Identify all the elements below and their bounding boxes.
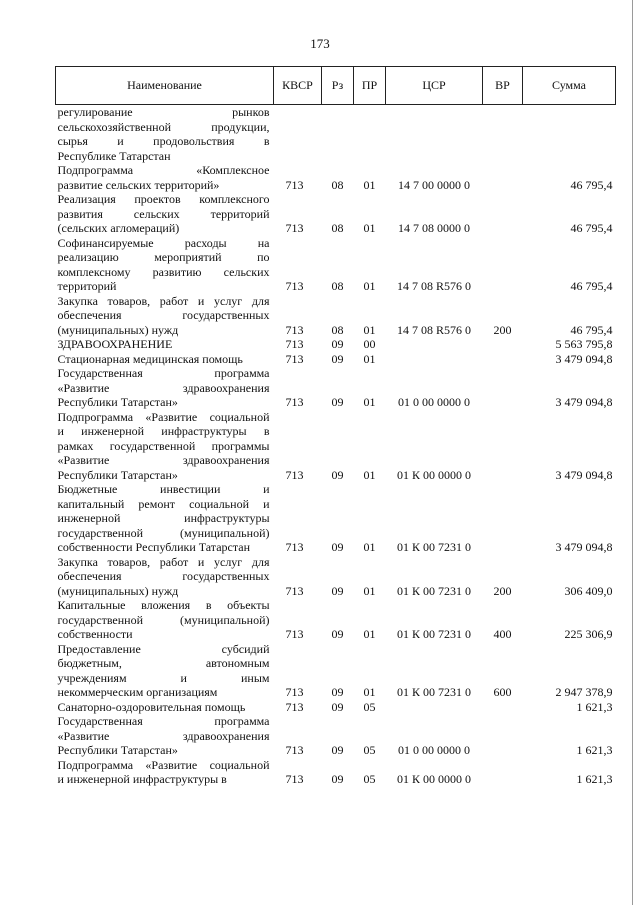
table-row: [56, 700, 616, 715]
cell-pr: 01: [363, 351, 376, 366]
row-name-line: обеспечения государственных: [57, 569, 270, 583]
row-name-line: Санаторно-оздоровительная помощь: [57, 699, 246, 714]
cell-pr: 00: [363, 337, 376, 351]
cell-rz: 09: [331, 337, 344, 351]
cell-vr: [483, 163, 523, 192]
row-name-line: Предоставление субсидий: [57, 641, 270, 656]
row-name-line: Софинансируемые расходы на: [57, 235, 270, 250]
cell-vr: [483, 410, 523, 483]
row-name-line: территорий: [57, 279, 117, 293]
row-name-line: сырья и продовольствия в: [57, 134, 270, 148]
row-name: [56, 598, 274, 642]
table-row: [56, 366, 616, 410]
table-row: [56, 105, 616, 164]
cell-kvsr: 713: [285, 337, 304, 351]
cell-rz: 08: [331, 221, 344, 235]
cell-pr: 01: [363, 177, 376, 192]
row-name: [56, 700, 274, 715]
row-name-line: сельскохозяйственной продукции,: [57, 119, 270, 134]
cell-kvsr: 713: [285, 322, 304, 337]
cell-pr: 01: [363, 467, 376, 482]
cell-kvsr: 713: [285, 685, 304, 699]
table-row: [56, 352, 616, 367]
row-name-line: (муниципальных) нужд: [57, 322, 179, 337]
cell-pr: 01: [363, 221, 376, 235]
table-row: [56, 482, 616, 555]
cell-csr: 01 К 00 7231 0: [396, 685, 471, 699]
cell-csr: 14 7 00 0000 0: [398, 177, 470, 192]
cell-rz: 09: [331, 743, 344, 757]
cell-kvsr: 713: [285, 351, 304, 366]
table-row: [56, 410, 616, 483]
header-sum: Сумма: [523, 67, 616, 105]
header-pr: ПР: [354, 67, 386, 105]
cell-kvsr: 713: [285, 177, 304, 192]
cell-rz: 09: [331, 685, 344, 699]
cell-kvsr: 713: [285, 772, 304, 786]
cell-rz: 08: [331, 177, 344, 192]
table-row: [56, 236, 616, 294]
cell-csr: [386, 105, 483, 164]
cell-vr: [483, 714, 523, 758]
cell-sum: 3 479 094,8: [555, 395, 613, 409]
row-name-line: Подпрограмма «Комплексное: [57, 163, 270, 177]
cell-csr: 14 7 08 R576 0: [396, 322, 471, 337]
row-name: [56, 163, 274, 192]
cell-pr: 01: [363, 540, 376, 554]
cell-kvsr: [274, 105, 322, 164]
cell-vr: [483, 236, 523, 294]
cell-vr: [483, 352, 523, 367]
table-row: [56, 758, 616, 787]
row-name-line: Закупка товаров, работ и услуг для: [57, 293, 270, 308]
row-name-line: (муниципальных) нужд: [57, 583, 179, 598]
row-name-line: капитальный ремонт социальной и: [57, 496, 270, 511]
row-name: [56, 192, 274, 236]
cell-vr: [483, 482, 523, 555]
row-name-line: «Развитие здравоохранения: [57, 380, 270, 395]
row-name-line: регулирование рынков: [57, 105, 270, 119]
row-name-line: Республики Татарстан»: [57, 395, 178, 409]
cell-sum: 3 479 094,8: [555, 351, 613, 366]
row-name: [56, 236, 274, 294]
row-name-line: комплексному развитию сельских: [57, 264, 270, 279]
row-name-line: Реализация проектов комплексного: [57, 192, 270, 206]
row-name: [56, 337, 274, 352]
cell-vr: 200: [493, 322, 512, 337]
cell-vr: 400: [493, 627, 512, 641]
cell-csr: 01 0 00 0000 0: [398, 395, 470, 409]
cell-pr: 01: [363, 627, 376, 641]
cell-sum: 46 795,4: [570, 177, 613, 192]
row-name-line: обеспечения государственных: [57, 308, 270, 322]
row-name-line: собственности: [57, 627, 133, 641]
row-name: [56, 714, 274, 758]
table-row: [56, 555, 616, 599]
cell-sum: 5 563 795,8: [555, 337, 613, 351]
cell-csr: 14 7 08 R576 0: [396, 279, 471, 293]
row-name-line: Государственная программа: [57, 714, 270, 728]
header-rz: Рз: [322, 67, 354, 105]
row-name-line: рамках государственной программы: [57, 438, 270, 453]
row-name-line: «Развитие здравоохранения: [57, 728, 270, 743]
row-name-line: реализацию мероприятий по: [57, 250, 270, 264]
table-row: [56, 337, 616, 352]
cell-vr: [483, 758, 523, 787]
cell-vr: 200: [493, 583, 512, 598]
row-name-line: Государственная программа: [57, 366, 270, 380]
cell-csr: [386, 337, 483, 352]
page-number: 173: [310, 36, 330, 51]
row-name-line: ЗДРАВООХРАНЕНИЕ: [57, 337, 173, 351]
header-csr: ЦСР: [386, 67, 483, 105]
cell-csr: 01 К 00 0000 0: [396, 772, 471, 786]
row-name-line: собственности Республики Татарстан: [57, 540, 250, 554]
table-row: [56, 163, 616, 192]
table-body: [56, 105, 616, 787]
row-name-line: и инженерной инфраструктуры в: [57, 772, 227, 786]
cell-rz: 09: [331, 699, 344, 714]
cell-csr: 14 7 08 0000 0: [398, 221, 470, 235]
cell-sum: 1 621,3: [576, 772, 613, 786]
cell-sum: 3 479 094,8: [555, 467, 613, 482]
cell-sum: [523, 105, 616, 164]
cell-rz: 08: [331, 322, 344, 337]
cell-sum: 46 795,4: [570, 322, 613, 337]
row-name-line: Подпрограмма «Развитие социальной: [57, 757, 270, 772]
row-name: [56, 482, 274, 555]
row-name-line: Бюджетные инвестиции и: [57, 482, 270, 496]
row-name-line: Республики Татарстан»: [57, 467, 178, 482]
cell-pr: 05: [363, 772, 376, 786]
cell-rz: [322, 105, 354, 164]
cell-vr: [483, 105, 523, 164]
cell-sum: 46 795,4: [570, 221, 613, 235]
cell-rz: 09: [331, 772, 344, 786]
row-name: [56, 758, 274, 787]
table-row: [56, 642, 616, 700]
row-name-line: некоммерческим организациям: [57, 685, 218, 699]
row-name: [56, 555, 274, 599]
cell-csr: [386, 700, 483, 715]
cell-kvsr: 713: [285, 467, 304, 482]
cell-kvsr: 713: [285, 221, 304, 235]
cell-kvsr: 713: [285, 583, 304, 598]
cell-vr: [483, 366, 523, 410]
cell-rz: 09: [331, 627, 344, 641]
cell-pr: [354, 105, 386, 164]
row-name-line: Закупка товаров, работ и услуг для: [57, 554, 270, 569]
header-name: Наименование: [56, 67, 274, 105]
cell-csr: 01 0 00 0000 0: [398, 743, 470, 757]
cell-rz: 09: [331, 583, 344, 598]
header-vr: ВР: [483, 67, 523, 105]
cell-sum: 1 621,3: [576, 699, 613, 714]
row-name-line: развитие сельских территорий»: [57, 177, 220, 192]
cell-csr: 01 К 00 0000 0: [396, 467, 471, 482]
cell-kvsr: 713: [285, 540, 304, 554]
row-name-line: государственной (муниципальной): [57, 612, 270, 627]
row-name-line: и инженерной инфраструктуры в: [57, 424, 270, 438]
cell-vr: [483, 700, 523, 715]
row-name-line: государственной (муниципальной): [57, 525, 270, 540]
header-kvsr: КВСР: [274, 67, 322, 105]
cell-sum: 225 306,9: [564, 627, 613, 641]
cell-sum: 306 409,0: [564, 583, 613, 598]
cell-vr: [483, 337, 523, 352]
cell-pr: 01: [363, 395, 376, 409]
cell-csr: 01 К 00 7231 0: [396, 583, 471, 598]
cell-pr: 01: [363, 279, 376, 293]
row-name-line: учреждениям и иным: [57, 670, 270, 685]
cell-kvsr: 713: [285, 743, 304, 757]
cell-pr: 05: [363, 743, 376, 757]
cell-rz: 09: [331, 395, 344, 409]
cell-rz: 09: [331, 351, 344, 366]
cell-vr: 600: [493, 685, 512, 699]
cell-sum: 3 479 094,8: [555, 540, 613, 554]
budget-table: [55, 66, 616, 787]
row-name-line: Подпрограмма «Развитие социальной: [57, 409, 270, 424]
row-name-line: Республики Татарстан»: [57, 743, 178, 757]
row-name-line: Республике Татарстан: [57, 148, 171, 163]
cell-sum: 2 947 378,9: [555, 685, 613, 699]
cell-pr: 01: [363, 583, 376, 598]
row-name-line: (сельских агломераций): [57, 221, 180, 235]
row-name-line: инженерной инфраструктуры: [57, 511, 270, 525]
cell-kvsr: 713: [285, 627, 304, 641]
cell-pr: 05: [363, 699, 376, 714]
row-name: [56, 366, 274, 410]
row-name-line: Капитальные вложения в объекты: [57, 598, 270, 612]
row-name: [56, 410, 274, 483]
cell-pr: 01: [363, 322, 376, 337]
cell-vr: [483, 192, 523, 236]
table-row: [56, 714, 616, 758]
row-name: [56, 352, 274, 367]
row-name-line: развития сельских территорий: [57, 206, 270, 221]
table-row: [56, 192, 616, 236]
row-name-line: «Развитие здравоохранения: [57, 453, 270, 467]
row-name: [56, 105, 274, 164]
table-header-row: [56, 67, 616, 105]
table-row: [56, 598, 616, 642]
cell-kvsr: 713: [285, 395, 304, 409]
cell-kvsr: 713: [285, 279, 304, 293]
cell-rz: 09: [331, 540, 344, 554]
row-name: [56, 294, 274, 338]
page-edge-line: [632, 0, 633, 905]
row-name-line: Стационарная медицинская помощь: [57, 351, 243, 366]
cell-csr: 01 К 00 7231 0: [396, 627, 471, 641]
row-name-line: бюджетным, автономным: [57, 656, 270, 670]
cell-rz: 08: [331, 279, 344, 293]
cell-csr: 01 К 00 7231 0: [396, 540, 471, 554]
table-row: [56, 294, 616, 338]
row-name: [56, 642, 274, 700]
cell-csr: [386, 352, 483, 367]
cell-sum: 1 621,3: [576, 743, 613, 757]
cell-sum: 46 795,4: [570, 279, 613, 293]
cell-pr: 01: [363, 685, 376, 699]
cell-rz: 09: [331, 467, 344, 482]
cell-kvsr: 713: [285, 699, 304, 714]
